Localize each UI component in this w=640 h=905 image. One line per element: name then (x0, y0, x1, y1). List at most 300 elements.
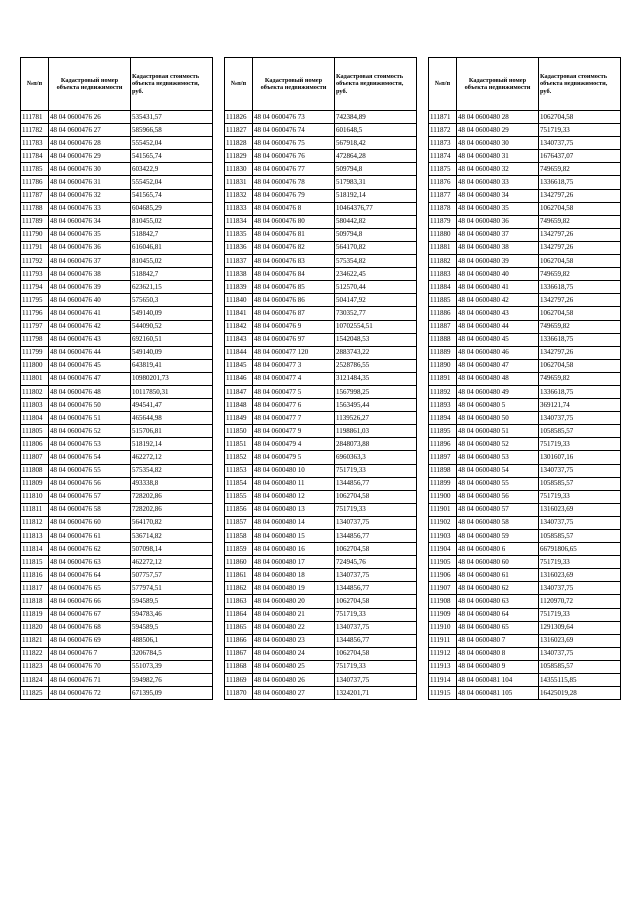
cadastral-cost: 1340737,75 (539, 516, 621, 529)
row-number: 111915 (429, 687, 457, 700)
row-number: 111904 (429, 543, 457, 556)
row-number: 111885 (429, 294, 457, 307)
cadastral-number: 48 04 0600480 13 (253, 503, 335, 516)
cadastral-number: 48 04 0600476 79 (253, 189, 335, 202)
cadastral-cost: 1340737,75 (539, 647, 621, 660)
cadastral-cost: 535431,57 (131, 111, 213, 124)
cadastral-cost: 507098,14 (131, 543, 213, 556)
cadastral-cost: 1062704,58 (335, 543, 417, 556)
cadastral-cost: 603422,9 (131, 163, 213, 176)
cadastral-cost: 1058585,57 (539, 530, 621, 543)
row-number: 111798 (21, 333, 49, 346)
cadastral-number: 48 04 0600480 46 (457, 346, 539, 359)
cadastral-cost: 1340737,75 (335, 569, 417, 582)
cadastral-cost: 623621,15 (131, 281, 213, 294)
row-number: 111890 (429, 359, 457, 372)
table-row (21, 163, 213, 176)
table-row (225, 425, 417, 438)
table-row (21, 556, 213, 569)
row-number: 111881 (429, 241, 457, 254)
cadastral-number: 48 04 0600480 28 (457, 111, 539, 124)
cadastral-cost: 751719,33 (539, 608, 621, 621)
cadastral-number: 48 04 0600476 76 (253, 150, 335, 163)
table-row (21, 320, 213, 333)
row-number: 111863 (225, 595, 253, 608)
table-row (225, 477, 417, 490)
table-row (21, 372, 213, 385)
table-row (429, 412, 621, 425)
cadastral-cost: 504147,92 (335, 294, 417, 307)
header-row (429, 58, 621, 111)
cadastral-cost: 493338,8 (131, 477, 213, 490)
cadastral-table-3 (428, 57, 621, 700)
cadastral-cost: 751719,33 (335, 660, 417, 673)
table-row (225, 294, 417, 307)
cadastral-number: 48 04 0600476 84 (253, 268, 335, 281)
table-row (225, 111, 417, 124)
cadastral-number: 48 04 0600476 75 (253, 137, 335, 150)
cadastral-cost: 555452,04 (131, 176, 213, 189)
cadastral-number: 48 04 0600480 47 (457, 359, 539, 372)
cadastral-number: 48 04 0600480 9 (457, 660, 539, 673)
cadastral-cost: 512570,44 (335, 281, 417, 294)
cadastral-cost: 580442,82 (335, 215, 417, 228)
cadastral-number: 48 04 0600480 54 (457, 464, 539, 477)
cadastral-number: 48 04 0600481 104 (457, 674, 539, 687)
row-number: 111878 (429, 202, 457, 215)
cadastral-cost: 1316023,69 (539, 569, 621, 582)
table-row (21, 150, 213, 163)
cadastral-cost: 494541,47 (131, 399, 213, 412)
row-number: 111895 (429, 425, 457, 438)
row-number: 111817 (21, 582, 49, 595)
header-number: №п/п (429, 58, 457, 111)
row-number: 111911 (429, 634, 457, 647)
row-number: 111793 (21, 268, 49, 281)
cadastral-cost: 2883743,22 (335, 346, 417, 359)
header-row (225, 58, 417, 111)
table-row (21, 255, 213, 268)
row-number: 111854 (225, 477, 253, 490)
table-row (21, 687, 213, 700)
row-number: 111859 (225, 543, 253, 556)
cadastral-number: 48 04 0600476 45 (49, 359, 131, 372)
cadastral-cost: 575354,82 (335, 255, 417, 268)
row-number: 111853 (225, 464, 253, 477)
header-number: №п/п (21, 58, 49, 111)
cadastral-cost: 724945,76 (335, 556, 417, 569)
cadastral-cost: 1344856,77 (335, 477, 417, 490)
cadastral-cost: 1567998,25 (335, 385, 417, 398)
table-row (21, 346, 213, 359)
cadastral-cost: 575650,3 (131, 294, 213, 307)
table-row (225, 202, 417, 215)
cadastral-number: 48 04 0600480 8 (457, 647, 539, 660)
row-number: 111799 (21, 346, 49, 359)
table-row (429, 241, 621, 254)
cadastral-number: 48 04 0600480 52 (457, 438, 539, 451)
cadastral-number: 48 04 0600476 65 (49, 582, 131, 595)
row-number: 111901 (429, 503, 457, 516)
cadastral-cost: 1139526,27 (335, 412, 417, 425)
row-number: 111837 (225, 255, 253, 268)
cadastral-cost: 643819,41 (131, 359, 213, 372)
table-row (21, 307, 213, 320)
row-number: 111835 (225, 228, 253, 241)
cadastral-cost: 1340737,75 (539, 464, 621, 477)
cadastral-number: 48 04 0600476 8 (253, 202, 335, 215)
cadastral-cost: 564170,82 (335, 241, 417, 254)
table-row (225, 281, 417, 294)
cadastral-number: 48 04 0600476 97 (253, 333, 335, 346)
row-number: 111886 (429, 307, 457, 320)
table-row (21, 451, 213, 464)
header-cadastral-number: Кадастровый номер объекта недвижимости (457, 58, 539, 111)
cadastral-number: 48 04 0600476 82 (253, 241, 335, 254)
cadastral-cost: 1563495,44 (335, 399, 417, 412)
table-row (21, 268, 213, 281)
table-row (21, 425, 213, 438)
row-number: 111896 (429, 438, 457, 451)
cadastral-number: 48 04 0600476 55 (49, 464, 131, 477)
row-number: 111821 (21, 634, 49, 647)
table-row (429, 516, 621, 529)
table-row (225, 320, 417, 333)
row-number: 111824 (21, 674, 49, 687)
row-number: 111880 (429, 228, 457, 241)
cadastral-number: 48 04 0600480 18 (253, 569, 335, 582)
table-row (21, 490, 213, 503)
cadastral-cost: 1301607,16 (539, 451, 621, 464)
cadastral-cost: 604685,29 (131, 202, 213, 215)
cadastral-cost: 488506,1 (131, 634, 213, 647)
cadastral-number: 48 04 0600476 39 (49, 281, 131, 294)
table-row (21, 215, 213, 228)
cadastral-cost: 1336618,75 (539, 385, 621, 398)
row-number: 111809 (21, 477, 49, 490)
table-body (429, 111, 621, 700)
cadastral-number: 48 04 0600476 74 (253, 124, 335, 137)
cadastral-number: 48 04 0600476 44 (49, 346, 131, 359)
table-row (225, 372, 417, 385)
cadastral-cost: 751719,33 (335, 608, 417, 621)
row-number: 111855 (225, 490, 253, 503)
table-row (225, 595, 417, 608)
row-number: 111847 (225, 385, 253, 398)
cadastral-cost: 462272,12 (131, 556, 213, 569)
table-row (429, 582, 621, 595)
header-cadastral-cost: Кадастровая стоимость объекта недвижимости, руб. (131, 58, 213, 111)
cadastral-number: 48 04 0600476 66 (49, 595, 131, 608)
cadastral-cost: 1344856,77 (335, 634, 417, 647)
cadastral-number: 48 04 0600476 34 (49, 215, 131, 228)
row-number: 111790 (21, 228, 49, 241)
cadastral-number: 48 04 0600476 87 (253, 307, 335, 320)
cadastral-number: 48 04 0600476 40 (49, 294, 131, 307)
row-number: 111908 (429, 595, 457, 608)
cadastral-cost: 671395,09 (131, 687, 213, 700)
cadastral-number: 48 04 0600477 7 (253, 412, 335, 425)
cadastral-number: 48 04 0600476 67 (49, 608, 131, 621)
table-row (225, 543, 417, 556)
cadastral-number: 48 04 0600480 20 (253, 595, 335, 608)
table-row (429, 503, 621, 516)
cadastral-number: 48 04 0600480 19 (253, 582, 335, 595)
table-row (21, 477, 213, 490)
table-row (225, 608, 417, 621)
row-number: 111815 (21, 556, 49, 569)
cadastral-cost: 1316023,69 (539, 503, 621, 516)
table-row (429, 163, 621, 176)
cadastral-cost: 14355115,85 (539, 674, 621, 687)
table-row (429, 333, 621, 346)
row-number: 111840 (225, 294, 253, 307)
table-row (225, 307, 417, 320)
row-number: 111841 (225, 307, 253, 320)
table-row (429, 674, 621, 687)
cadastral-number: 48 04 0600476 48 (49, 385, 131, 398)
cadastral-cost: 472864,28 (335, 150, 417, 163)
row-number: 111845 (225, 359, 253, 372)
table-row (225, 137, 417, 150)
table-row (21, 674, 213, 687)
row-number: 111796 (21, 307, 49, 320)
row-number: 111839 (225, 281, 253, 294)
row-number: 111804 (21, 412, 49, 425)
cadastral-number: 48 04 0600476 42 (49, 320, 131, 333)
row-number: 111803 (21, 399, 49, 412)
table-row (429, 150, 621, 163)
cadastral-cost: 1062704,58 (539, 111, 621, 124)
table-row (429, 464, 621, 477)
cadastral-cost: 564170,82 (131, 516, 213, 529)
table-body (21, 111, 213, 700)
cadastral-number: 48 04 0600480 15 (253, 530, 335, 543)
cadastral-cost: 1062704,58 (335, 490, 417, 503)
table-row (429, 477, 621, 490)
cadastral-cost: 1062704,58 (335, 595, 417, 608)
cadastral-number: 48 04 0600480 10 (253, 464, 335, 477)
table-row (21, 503, 213, 516)
table-row (225, 359, 417, 372)
row-number: 111912 (429, 647, 457, 660)
row-number: 111812 (21, 516, 49, 529)
row-number: 111905 (429, 556, 457, 569)
cadastral-cost: 1316023,69 (539, 634, 621, 647)
cadastral-number: 48 04 0600480 58 (457, 516, 539, 529)
table-row (21, 569, 213, 582)
cadastral-cost: 749659,82 (539, 215, 621, 228)
cadastral-number: 48 04 0600476 28 (49, 137, 131, 150)
cadastral-cost: 1062704,58 (335, 647, 417, 660)
cadastral-number: 48 04 0600480 59 (457, 530, 539, 543)
cadastral-number: 48 04 0600476 57 (49, 490, 131, 503)
cadastral-cost: 1340737,75 (539, 137, 621, 150)
cadastral-number: 48 04 0600476 50 (49, 399, 131, 412)
cadastral-number: 48 04 0600476 35 (49, 228, 131, 241)
cadastral-cost: 567918,42 (335, 137, 417, 150)
cadastral-cost: 1342797,26 (539, 228, 621, 241)
cadastral-cost: 1342797,26 (539, 189, 621, 202)
cadastral-number: 48 04 0600476 38 (49, 268, 131, 281)
row-number: 111888 (429, 333, 457, 346)
table-row (429, 543, 621, 556)
row-number: 111842 (225, 320, 253, 333)
cadastral-number: 48 04 0600480 50 (457, 412, 539, 425)
cadastral-cost: 1062704,58 (539, 307, 621, 320)
cadastral-cost: 594982,76 (131, 674, 213, 687)
table-row (429, 137, 621, 150)
table-row (225, 189, 417, 202)
table-row (429, 202, 621, 215)
row-number: 111898 (429, 464, 457, 477)
row-number: 111838 (225, 268, 253, 281)
row-number: 111848 (225, 399, 253, 412)
cadastral-cost: 509794,8 (335, 163, 417, 176)
table-row (225, 399, 417, 412)
cadastral-cost: 751719,33 (539, 556, 621, 569)
row-number: 111807 (21, 451, 49, 464)
table-row (225, 176, 417, 189)
table-row (429, 634, 621, 647)
row-number: 111822 (21, 647, 49, 660)
table-row (429, 647, 621, 660)
row-number: 111811 (21, 503, 49, 516)
cadastral-number: 48 04 0600480 64 (457, 608, 539, 621)
cadastral-cost: 1058585,57 (539, 477, 621, 490)
table-row (225, 228, 417, 241)
cadastral-cost: 555452,04 (131, 137, 213, 150)
cadastral-cost: 751719,33 (335, 503, 417, 516)
cadastral-cost: 10702554,51 (335, 320, 417, 333)
table-row (21, 530, 213, 543)
header-cadastral-number: Кадастровый номер объекта недвижимости (253, 58, 335, 111)
row-number: 111829 (225, 150, 253, 163)
cadastral-number: 48 04 0600480 49 (457, 385, 539, 398)
table-row (21, 241, 213, 254)
table-row (225, 438, 417, 451)
header-cadastral-cost: Кадастровая стоимость объекта недвижимости, руб. (335, 58, 417, 111)
cadastral-cost: 1062704,58 (539, 255, 621, 268)
row-number: 111792 (21, 255, 49, 268)
table-row (21, 438, 213, 451)
cadastral-number: 48 04 0600476 83 (253, 255, 335, 268)
row-number: 111808 (21, 464, 49, 477)
table-row (225, 268, 417, 281)
row-number: 111870 (225, 687, 253, 700)
cadastral-cost: 465644,98 (131, 412, 213, 425)
row-number: 111800 (21, 359, 49, 372)
cadastral-number: 48 04 0600480 55 (457, 477, 539, 490)
row-number: 111860 (225, 556, 253, 569)
cadastral-number: 48 04 0600476 47 (49, 372, 131, 385)
row-number: 111844 (225, 346, 253, 359)
cadastral-number: 48 04 0600476 52 (49, 425, 131, 438)
cadastral-cost: 577974,51 (131, 582, 213, 595)
row-number: 111879 (429, 215, 457, 228)
table-row (429, 556, 621, 569)
table-row (429, 307, 621, 320)
row-number: 111876 (429, 176, 457, 189)
row-number: 111825 (21, 687, 49, 700)
row-number: 111819 (21, 608, 49, 621)
cadastral-number: 48 04 0600476 37 (49, 255, 131, 268)
cadastral-number: 48 04 0600477 6 (253, 399, 335, 412)
cadastral-number: 48 04 0600477 5 (253, 385, 335, 398)
cadastral-cost: 2848073,88 (335, 438, 417, 451)
table-row (21, 516, 213, 529)
cadastral-number: 48 04 0600480 44 (457, 320, 539, 333)
cadastral-number: 48 04 0600480 31 (457, 150, 539, 163)
table-row (429, 346, 621, 359)
row-number: 111816 (21, 569, 49, 582)
table-row (429, 255, 621, 268)
cadastral-cost: 1291309,64 (539, 621, 621, 634)
table-row (21, 621, 213, 634)
row-number: 111914 (429, 674, 457, 687)
cadastral-number: 48 04 0600476 77 (253, 163, 335, 176)
cadastral-cost: 541565,74 (131, 189, 213, 202)
cadastral-number: 48 04 0600480 63 (457, 595, 539, 608)
table-row (225, 634, 417, 647)
cadastral-cost: 462272,12 (131, 451, 213, 464)
row-number: 111806 (21, 438, 49, 451)
row-number: 111852 (225, 451, 253, 464)
cadastral-cost: 536714,82 (131, 530, 213, 543)
cadastral-number: 48 04 0600480 43 (457, 307, 539, 320)
cadastral-cost: 1340737,75 (335, 516, 417, 529)
cadastral-number: 48 04 0600476 78 (253, 176, 335, 189)
row-number: 111899 (429, 477, 457, 490)
cadastral-cost: 1344856,77 (335, 582, 417, 595)
cadastral-number: 48 04 0600480 32 (457, 163, 539, 176)
row-number: 111843 (225, 333, 253, 346)
cadastral-cost: 16425019,28 (539, 687, 621, 700)
row-number: 111813 (21, 530, 49, 543)
row-number: 111871 (429, 111, 457, 124)
row-number: 111913 (429, 660, 457, 673)
row-number: 111894 (429, 412, 457, 425)
cadastral-cost: 692160,51 (131, 333, 213, 346)
cadastral-cost: 742384,89 (335, 111, 417, 124)
cadastral-number: 48 04 0600480 35 (457, 202, 539, 215)
cadastral-number: 48 04 0600480 6 (457, 543, 539, 556)
row-number: 111823 (21, 660, 49, 673)
cadastral-cost: 751719,33 (539, 124, 621, 137)
cadastral-number: 48 04 0600476 60 (49, 516, 131, 529)
cadastral-number: 48 04 0600476 7 (49, 647, 131, 660)
table-row (429, 621, 621, 634)
row-number: 111872 (429, 124, 457, 137)
cadastral-cost: 10117850,31 (131, 385, 213, 398)
cadastral-number: 48 04 0600476 68 (49, 621, 131, 634)
table-row (429, 189, 621, 202)
row-number: 111869 (225, 674, 253, 687)
cadastral-cost: 6960363,3 (335, 451, 417, 464)
cadastral-cost: 517983,31 (335, 176, 417, 189)
row-number: 111834 (225, 215, 253, 228)
cadastral-cost: 594589,5 (131, 621, 213, 634)
cadastral-cost: 728202,86 (131, 490, 213, 503)
cadastral-cost: 515706,81 (131, 425, 213, 438)
cadastral-cost: 749659,82 (539, 372, 621, 385)
table-row (21, 228, 213, 241)
cadastral-number: 48 04 0600476 27 (49, 124, 131, 137)
table-row (21, 189, 213, 202)
table-row (429, 490, 621, 503)
cadastral-number: 48 04 0600476 36 (49, 241, 131, 254)
table-row (429, 268, 621, 281)
